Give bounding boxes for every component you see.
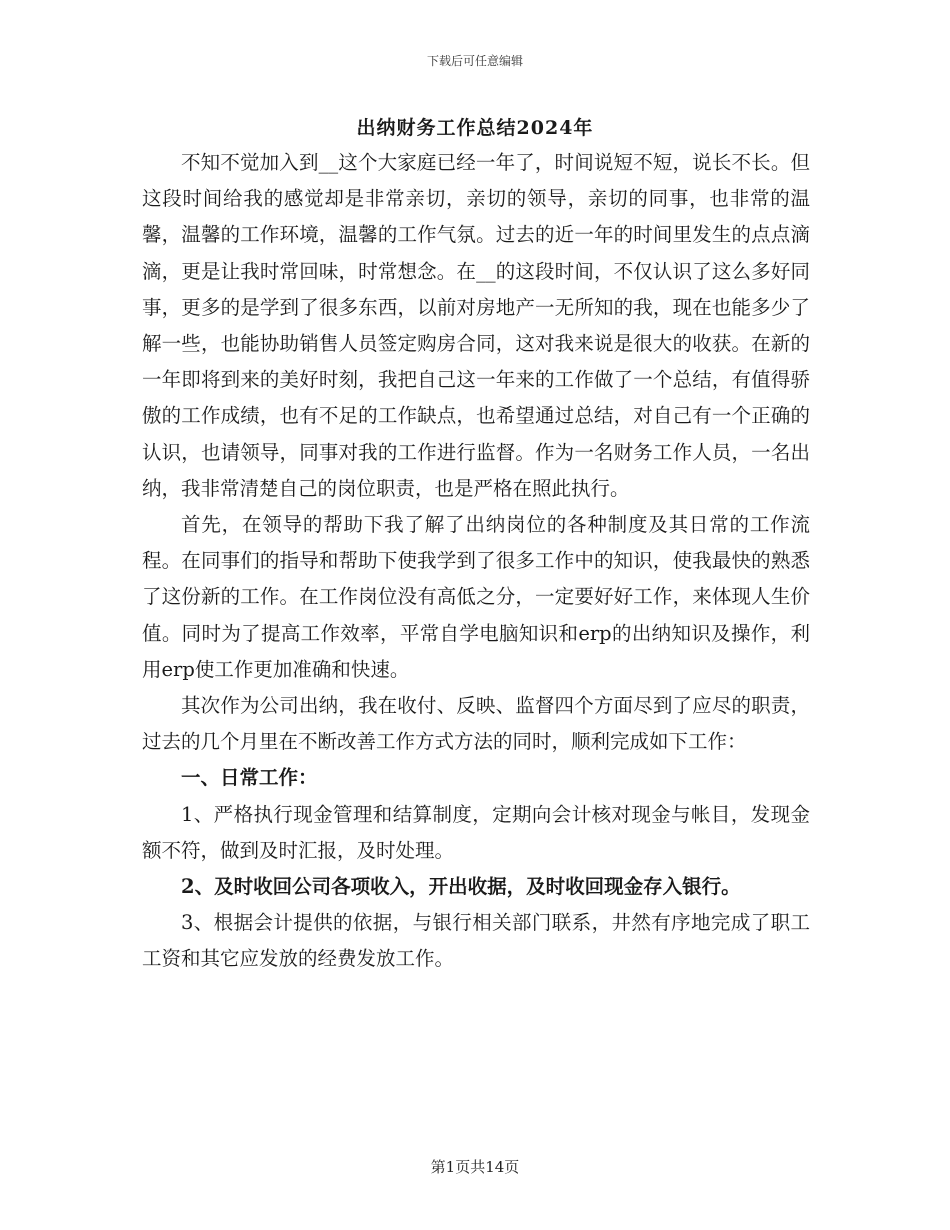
list-item-3: 3、根据会计提供的依据，与银行相关部门联系，井然有序地完成了职工工资和其它应发放的经费发放工作。: [142, 911, 810, 971]
page-number: 第1页共14页: [430, 1158, 520, 1176]
document-title: 出纳财务工作总结2024年: [356, 117, 594, 139]
page-header-note: 下载后可任意编辑: [426, 54, 523, 68]
list-item-2: 2、及时收回公司各项收入，开出收据，及时收回现金存入银行。: [181, 875, 741, 899]
paragraph-second: 其次作为公司出纳，我在收付、反映、监督四个方面尽到了应尽的职责，过去的几个月里在不断改善工作方式方法的同时，顺利完成如下工作：: [142, 694, 810, 754]
list-item-1: 1、严格执行现金管理和结算制度，定期向会计核对现金与帐目，发现金额不符，做到及时汇报，及时处理。: [142, 802, 810, 862]
section-heading: 一、日常工作：: [181, 766, 318, 790]
document-body: [142, 145, 810, 978]
paragraph-intro: 不知不觉加入到__这个大家庭已经一年了，时间说短不短，说长不长。但这段时间给我的感觉却是非常亲切，亲切的领导，亲切的同事，也非常的温馨，温馨的工作环境，温馨的工作气氛。过去的近一年的时间里发生的点点滴滴，更是让我时常回味，时常想念。在__的这段时间，不仅认识了这么多好同事，更多的是学到了很多东西，以前对房地产一无所知的我，现在也能多少了解一些，也能协助销售人员签定购房合同，这对我来说是很大的收获。在新的一年即将到来的美好时刻，我把自己这一年来的工作做了一个总结，有值得骄傲的工作成绩，也有不足的工作缺点，也希望通过总结，对自己有一个正确的认识，也请领导，同事对我的工作进行监督。作为一名财务工作人员，一名出纳，我非常清楚自己的岗位职责，也是严格在照此执行。: [142, 151, 810, 500]
paragraph-first: 首先，在领导的帮助下我了解了出纳岗位的各种制度及其日常的工作流程。在同事们的指导和帮助下使我学到了很多工作中的知识，使我最快的熟悉了这份新的工作。在工作岗位没有高低之分，一定要好好工作，来体现人生价值。同时为了提高工作效率，平常自学电脑知识和erp的出纳知识及操作，利用erp使工作更加准确和快速。: [142, 513, 810, 681]
